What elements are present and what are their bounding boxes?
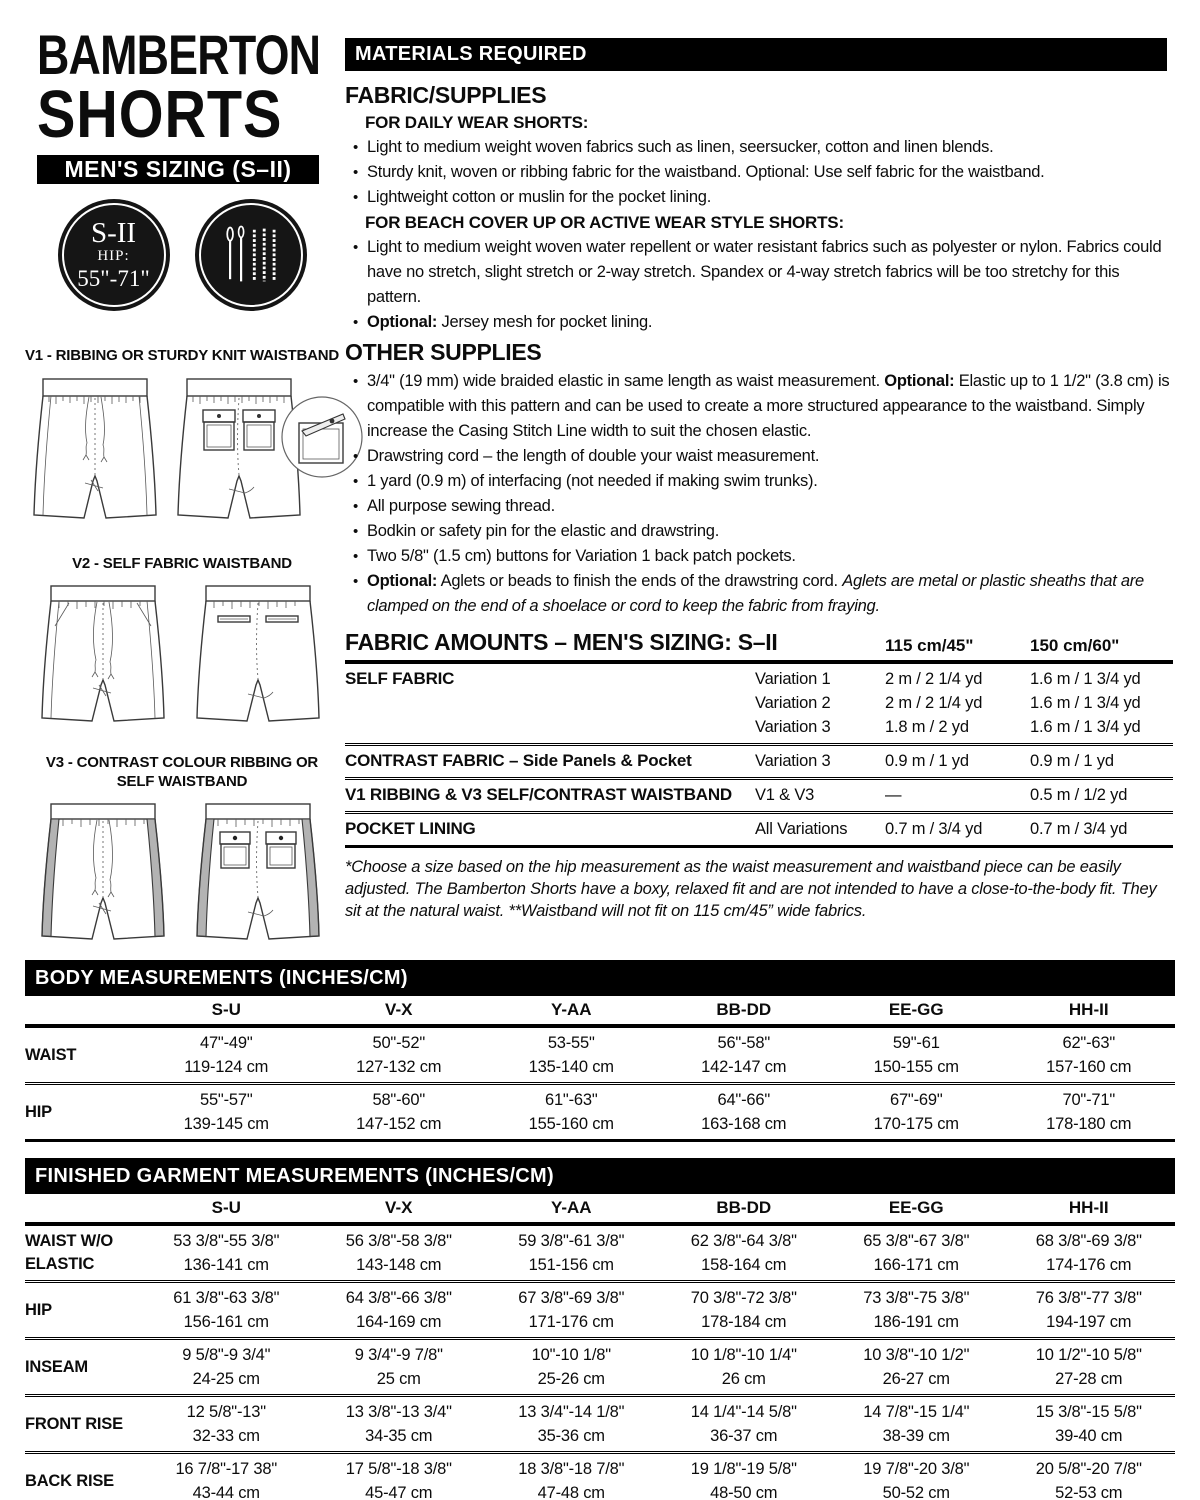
measurement-inches: 50"-52" [372, 1034, 425, 1052]
measurement-cell [485, 1400, 658, 1448]
measurement-inches: 61"-63" [544, 1091, 598, 1109]
measurement-row [25, 1280, 1175, 1337]
bullet-text: Bodkin or safety pin for the elastic and drawstring. [367, 522, 720, 540]
measurement-inches: 16 7/8"-17 38" [175, 1460, 278, 1478]
measurement-cm: 136-141 cm [183, 1256, 269, 1274]
measurement-cell [658, 1286, 831, 1334]
beach-heading: FOR BEACH COVER UP OR ACTIVE WEAR STYLE SHORTS: [365, 213, 844, 232]
fabric-amounts-col-150: 150 cm/60" [1030, 636, 1120, 655]
measurement-cm: 178-180 cm [1046, 1115, 1132, 1133]
size-column-header: Y-AA [550, 1198, 592, 1217]
measurement-inches: 19 7/8"-20 3/8" [863, 1460, 970, 1478]
measurement-row [25, 1394, 1175, 1451]
measurement-cm: 27-28 cm [1055, 1370, 1123, 1388]
fabric-150cm-cell [1030, 817, 1173, 841]
page-title-line1: BAMBERTON [37, 23, 321, 86]
variation1-heading: V1 - RIBBING OR STURDY KNIT WAISTBAND [25, 346, 340, 364]
measurement-inches: 56 3/8"-58 3/8" [345, 1232, 452, 1250]
measurement-cm: 157-160 cm [1046, 1058, 1132, 1076]
measurement-cm: 38-39 cm [882, 1427, 950, 1445]
fabric-variation-cell-line: Variation 1 [755, 670, 831, 688]
measurement-cell [830, 1229, 1003, 1277]
measurement-cell [313, 1088, 486, 1136]
measurement-cell [485, 1343, 658, 1391]
bullet-icon: • [353, 239, 359, 256]
bullet-icon: • [353, 548, 359, 565]
size-column-header: V-X [385, 1198, 413, 1217]
bullet-icon: • [353, 473, 359, 490]
measurement-cm: 52-53 cm [1055, 1484, 1123, 1500]
bullet-item [345, 235, 1175, 310]
measurement-inches: 76 3/8"-77 3/8" [1035, 1289, 1142, 1307]
size-column-header: EE-GG [888, 1000, 944, 1019]
variation2-illustration-icon [32, 580, 332, 730]
measurement-cm: 166-171 cm [873, 1256, 959, 1274]
bullet-text: Optional: Aglets or beads to finish the ends of the drawstring cord. Aglets are metal or plastic sheaths that are clamped on the end of a shoelace or cord to keep the fabric from fraying. [367, 572, 1144, 615]
bullet-icon: • [353, 523, 359, 540]
measurement-cm: 25 cm [376, 1370, 421, 1388]
measurement-cell [1003, 1286, 1176, 1334]
size-column-header: S-U [211, 1198, 241, 1217]
left-column [25, 23, 340, 948]
measurement-row-label: WAIST [25, 1045, 77, 1064]
measurement-inches: 13 3/4"-14 1/8" [518, 1403, 625, 1421]
measurement-cm: 32-33 cm [192, 1427, 260, 1445]
measurement-row [25, 1337, 1175, 1394]
fabric-amounts-header [345, 629, 1173, 664]
measurement-cell [1003, 1343, 1176, 1391]
finished-measurements-bar: FINISHED GARMENT MEASUREMENTS (INCHES/CM) [25, 1158, 1175, 1194]
measurement-row [25, 1082, 1175, 1139]
body-measurements-table [25, 960, 1175, 1142]
measurement-cm: 171-176 cm [528, 1313, 614, 1331]
bullet-text: 1 yard (0.9 m) of interfacing (not needed if making swim trunks). [367, 472, 818, 490]
size-column-header: HH-II [1068, 1198, 1109, 1217]
right-column [345, 82, 1175, 922]
measurement-cell [140, 1400, 313, 1448]
measurement-cm: 119-124 cm [184, 1058, 269, 1076]
measurement-inches: 14 1/4"-14 5/8" [690, 1403, 797, 1421]
measurement-cell [1003, 1031, 1176, 1079]
measurement-inches: 61 3/8"-63 3/8" [173, 1289, 280, 1307]
measurement-inches: 59 3/8"-61 3/8" [518, 1232, 625, 1250]
bullet-text: Drawstring cord – the length of double your waist measurement. [367, 447, 820, 465]
measurement-cell [485, 1229, 658, 1277]
measurement-row-label: WAIST W/O ELASTIC [25, 1232, 114, 1273]
measurement-cell [1003, 1457, 1176, 1500]
bullet-item [345, 369, 1175, 444]
variation3-illustration-icon [32, 798, 332, 948]
fabric-amounts-table [345, 629, 1173, 922]
measurement-cm: 163-168 cm [701, 1115, 787, 1133]
measurement-cell [830, 1088, 1003, 1136]
bullet-item [345, 519, 1175, 544]
fabric-row-label: V1 RIBBING & V3 SELF/CONTRAST WAISTBAND [345, 785, 733, 804]
daily-wear-list [345, 135, 1175, 210]
measurement-inches: 53 3/8"-55 3/8" [173, 1232, 280, 1250]
fabric-150cm-cell-line: 1.6 m / 1 3/4 yd [1030, 694, 1141, 712]
measurement-cell [830, 1457, 1003, 1500]
measurement-cm: 45-47 cm [365, 1484, 433, 1500]
measurement-cell [485, 1457, 658, 1500]
measurement-cell [830, 1031, 1003, 1079]
fabric-150cm-cell [1030, 749, 1173, 773]
fabric-variation-cell [755, 749, 885, 773]
measurement-cm: 26 cm [721, 1370, 766, 1388]
measurement-inches: 47"-49" [199, 1034, 253, 1052]
fabric-variation-cell [755, 783, 885, 807]
measurement-cm: 24-25 cm [192, 1370, 260, 1388]
measurement-inches: 14 7/8"-15 1/4" [863, 1403, 970, 1421]
measurement-cm: 151-156 cm [528, 1256, 614, 1274]
measurement-cm: 36-37 cm [710, 1427, 778, 1445]
size-column-header: S-U [211, 1000, 241, 1019]
measurement-cell [1003, 1229, 1176, 1277]
bullet-text: Two 5/8" (1.5 cm) buttons for Variation 1 back patch pockets. [367, 547, 796, 565]
fabric-variation-cell-line: All Variations [755, 820, 848, 838]
measurement-inches: 68 3/8"-69 3/8" [1035, 1232, 1142, 1250]
measurement-cell [658, 1031, 831, 1079]
measurement-cm: 25-26 cm [537, 1370, 605, 1388]
measurement-row [25, 1226, 1175, 1280]
measurement-cell [658, 1343, 831, 1391]
body-measurements-bar: BODY MEASUREMENTS (INCHES/CM) [25, 960, 1175, 996]
fabric-115cm-cell-line: — [885, 786, 902, 804]
measurement-cell [658, 1457, 831, 1500]
measurement-inches: 55"-57" [199, 1091, 253, 1109]
measurement-row-label: BACK RISE [25, 1471, 114, 1490]
fabric-amounts-col-115: 115 cm/45" [885, 636, 974, 655]
measurement-cm: 39-40 cm [1055, 1427, 1123, 1445]
measurement-inches: 9 3/4"-9 7/8" [354, 1346, 443, 1364]
measurement-cm: 150-155 cm [873, 1058, 959, 1076]
beach-list [345, 235, 1175, 335]
fabric-amounts-row [345, 664, 1173, 743]
size-column-header: EE-GG [888, 1198, 944, 1217]
measurement-inches: 13 3/8"-13 3/4" [345, 1403, 452, 1421]
measurement-row-label: HIP [25, 1102, 52, 1121]
fabric-row-label: CONTRAST FABRIC – Side Panels & Pocket [345, 751, 692, 770]
fabric-amounts-row [345, 777, 1173, 811]
measurement-inches: 65 3/8"-67 3/8" [863, 1232, 970, 1250]
fabric-115cm-cell [885, 817, 1030, 841]
measurement-cell [830, 1286, 1003, 1334]
measurement-cm: 26-27 cm [882, 1370, 950, 1388]
bullet-text: Lightweight cotton or muslin for the pocket lining. [367, 188, 712, 206]
measurement-cm: 170-175 cm [873, 1115, 959, 1133]
measurement-cm: 50-52 cm [882, 1484, 950, 1500]
size-column-header: Y-AA [550, 1000, 592, 1019]
finished-measurements-size-header [25, 1194, 1175, 1226]
measurement-cm: 43-44 cm [192, 1484, 260, 1500]
measurement-cm: 127-132 cm [356, 1058, 442, 1076]
finished-measurements-rows [25, 1226, 1175, 1500]
measurement-cell [313, 1343, 486, 1391]
measurement-inches: 73 3/8"-75 3/8" [863, 1289, 970, 1307]
fabric-150cm-cell [1030, 667, 1173, 739]
measurement-inches: 62 3/8"-64 3/8" [690, 1232, 797, 1250]
fabric-row-label: SELF FABRIC [345, 669, 455, 688]
measurement-cell [313, 1400, 486, 1448]
measurement-inches: 20 5/8"-20 7/8" [1035, 1460, 1142, 1478]
body-measurements-rows [25, 1028, 1175, 1142]
measurement-inches: 12 5/8"-13" [186, 1403, 266, 1421]
bullet-item [345, 469, 1175, 494]
hip-label: HIP: [97, 248, 130, 265]
bullet-item [345, 569, 1175, 619]
bullet-icon: • [353, 164, 359, 181]
bullet-item [345, 160, 1175, 185]
measurement-inches: 58"-60" [372, 1091, 425, 1109]
measurement-inches: 9 5/8"-9 3/4" [182, 1346, 271, 1364]
fabric-amounts-row [345, 811, 1173, 845]
measurement-cm: 178-184 cm [701, 1313, 787, 1331]
measurement-cell [485, 1031, 658, 1079]
fabric-115cm-cell [885, 783, 1030, 807]
materials-required-bar: MATERIALS REQUIRED [345, 38, 1167, 71]
measurement-cell [140, 1286, 313, 1334]
measurement-cm: 139-145 cm [183, 1115, 269, 1133]
measurement-cm: 48-50 cm [710, 1484, 778, 1500]
fabric-variation-cell [755, 817, 885, 841]
sizing-banner: MEN'S SIZING (S–II) [37, 155, 319, 184]
measurement-cell [485, 1088, 658, 1136]
bullet-icon: • [353, 139, 359, 156]
bullet-item [345, 135, 1175, 160]
bullet-text: Light to medium weight woven fabrics such as linen, seersucker, cotton and linen blends. [367, 138, 994, 156]
measurement-cell [1003, 1088, 1176, 1136]
measurement-row-label: FRONT RISE [25, 1414, 123, 1433]
measurement-inches: 10"-10 1/8" [531, 1346, 611, 1364]
measurement-cell [140, 1031, 313, 1079]
bullet-icon: • [353, 448, 359, 465]
measurement-cell [313, 1031, 486, 1079]
bullet-icon: • [353, 314, 359, 331]
measurement-inches: 53-55" [547, 1034, 595, 1052]
fabric-115cm-cell-line: 1.8 m / 2 yd [885, 718, 969, 736]
size-range-label: S-II [90, 217, 137, 250]
measurement-inches: 70 3/8"-72 3/8" [690, 1289, 797, 1307]
size-column-header: V-X [385, 1000, 413, 1019]
bullet-icon: • [353, 189, 359, 206]
measurement-cell [140, 1457, 313, 1500]
fabric-115cm-cell [885, 667, 1030, 739]
bullet-item [345, 494, 1175, 519]
measurement-inches: 10 1/2"-10 5/8" [1035, 1346, 1142, 1364]
fabric-115cm-cell-line: 2 m / 2 1/4 yd [885, 670, 983, 688]
bullet-text: Optional: Jersey mesh for pocket lining. [367, 313, 653, 331]
measurement-cm: 186-191 cm [873, 1313, 959, 1331]
measurement-inches: 64 3/8"-66 3/8" [345, 1289, 452, 1307]
measurement-inches: 62"-63" [1062, 1034, 1115, 1052]
measurement-cm: 164-169 cm [356, 1313, 442, 1331]
fabric-supplies-heading: FABRIC/SUPPLIES [345, 82, 547, 108]
badge-row [25, 199, 339, 311]
fabric-115cm-cell-line: 0.9 m / 1 yd [885, 752, 969, 770]
fabric-amounts-footnote: *Choose a size based on the hip measurement as the waist measurement and waistband piece can be easily adjusted. The Bamberton Shorts have a boxy, relaxed fit and are not intended to have a close-to-the-body fit. They sit at the natural waist. **Waistband will not fit on 115 cm/45” wide fabrics. [345, 858, 1157, 920]
fabric-150cm-cell-line: 0.9 m / 1 yd [1030, 752, 1114, 770]
measurement-cm: 143-148 cm [356, 1256, 442, 1274]
measurement-inches: 17 5/8"-18 3/8" [345, 1460, 452, 1478]
fabric-150cm-cell-line: 1.6 m / 1 3/4 yd [1030, 670, 1141, 688]
bullet-icon: • [353, 573, 359, 590]
bullet-item [345, 444, 1175, 469]
body-measurements-size-header [25, 996, 1175, 1028]
measurement-cm: 135-140 cm [528, 1058, 614, 1076]
fabric-150cm-cell-line: 1.6 m / 1 3/4 yd [1030, 718, 1141, 736]
measurement-row [25, 1028, 1175, 1082]
measurement-cell [1003, 1400, 1176, 1448]
measurement-inches: 18 3/8"-18 7/8" [518, 1460, 625, 1478]
measurement-cell [658, 1229, 831, 1277]
size-column-header: BB-DD [716, 1198, 772, 1217]
fabric-115cm-cell-line: 0.7 m / 3/4 yd [885, 820, 983, 838]
measurement-cm: 155-160 cm [528, 1115, 614, 1133]
measurement-cm: 158-164 cm [701, 1256, 787, 1274]
fabric-variation-cell-line: Variation 3 [755, 752, 831, 770]
variation2-heading: V2 - SELF FABRIC WAISTBAND [72, 555, 292, 573]
daily-wear-heading: FOR DAILY WEAR SHORTS: [365, 113, 589, 132]
variation1-illustration-icon [25, 371, 365, 531]
bullet-item [345, 310, 1175, 335]
measurement-cm: 47-48 cm [537, 1484, 605, 1500]
fabric-variation-cell-line: Variation 2 [755, 694, 831, 712]
size-column-header: HH-II [1068, 1000, 1109, 1019]
measurement-inches: 67 3/8"-69 3/8" [518, 1289, 625, 1307]
measurement-cell [140, 1088, 313, 1136]
measurement-cell [313, 1229, 486, 1277]
fabric-115cm-cell-line: 2 m / 2 1/4 yd [885, 694, 983, 712]
bullet-icon: • [353, 498, 359, 515]
bullet-item [345, 185, 1175, 210]
measurement-row [25, 1451, 1175, 1500]
size-column-header: BB-DD [716, 1000, 772, 1019]
size-range-badge [58, 199, 170, 311]
measurement-cm: 174-176 cm [1046, 1256, 1132, 1274]
bullet-text: Light to medium weight woven water repellent or water resistant fabrics such as polyester or nylon. Fabrics could have no stretch, slight stretch or 2-way stretch. Spandex or 4-way stretch fabrics will be too stretchy for this pattern. [367, 238, 1162, 306]
other-supplies-list [345, 369, 1175, 619]
measurement-inches: 56"-58" [717, 1034, 770, 1052]
bullet-text: Sturdy knit, woven or ribbing fabric for the waistband. Optional: Use self fabric for the waistband. [367, 163, 1045, 181]
page-title-line2: SHORTS [37, 76, 283, 152]
measurement-inches: 10 3/8"-10 1/2" [863, 1346, 970, 1364]
measurement-cm: 156-161 cm [183, 1313, 269, 1331]
fabric-115cm-cell [885, 749, 1030, 773]
measurement-cell [830, 1343, 1003, 1391]
measurement-cm: 35-36 cm [537, 1427, 605, 1445]
measurement-cell [830, 1400, 1003, 1448]
measurement-cell [658, 1400, 831, 1448]
measurement-cm: 147-152 cm [356, 1115, 442, 1133]
measurement-cell [140, 1343, 313, 1391]
other-supplies-heading: OTHER SUPPLIES [345, 339, 542, 365]
measurement-cm: 194-197 cm [1046, 1313, 1132, 1331]
bullet-text: 3/4" (19 mm) wide braided elastic in same length as waist measurement. Optional: Elastic up to 1 1/2" (3.8 cm) is compatible with this pattern and can be used to create a more structured appearance to the waistband. Simply increase the Casing Stitch Line width to suit the chosen elastic. [367, 372, 1170, 440]
fabric-amounts-row [345, 743, 1173, 777]
measurement-cm: 34-35 cm [365, 1427, 433, 1445]
bullet-item [345, 544, 1175, 569]
measurement-inches: 64"-66" [717, 1091, 770, 1109]
measurement-cm: 142-147 cm [701, 1058, 787, 1076]
measurement-cell [658, 1088, 831, 1136]
measurement-inches: 19 1/8"-19 5/8" [690, 1460, 797, 1478]
fabric-amounts-title: FABRIC AMOUNTS – MEN'S SIZING: S–II [345, 629, 778, 655]
bullet-icon: • [353, 373, 359, 390]
fabric-150cm-cell-line: 0.7 m / 3/4 yd [1030, 820, 1128, 838]
finished-measurements-table [25, 1158, 1175, 1500]
measurement-inches: 10 1/8"-10 1/4" [690, 1346, 797, 1364]
hip-range-label: 55"-71" [77, 265, 150, 291]
measurement-inches: 59"-61 [892, 1034, 940, 1052]
bullet-text: All purpose sewing thread. [367, 497, 555, 515]
fabric-variation-cell [755, 667, 885, 739]
needles-icon [218, 222, 284, 288]
fabric-150cm-cell [1030, 783, 1173, 807]
fabric-variation-cell-line: V1 & V3 [755, 786, 815, 804]
measurement-inches: 70"-71" [1062, 1091, 1115, 1109]
measurement-row-label: HIP [25, 1300, 52, 1319]
fabric-variation-cell-line: Variation 3 [755, 718, 831, 736]
fabric-row-label: POCKET LINING [345, 819, 476, 838]
fabric-amounts-rows [345, 664, 1173, 848]
measurement-cell [140, 1229, 313, 1277]
measurement-inches: 67"-69" [889, 1091, 943, 1109]
measurement-cell [485, 1286, 658, 1334]
measurement-cell [313, 1457, 486, 1500]
measurement-row-label: INSEAM [25, 1357, 88, 1376]
variation3-heading: V3 - CONTRAST COLOUR RIBBING OR SELF WAISTBAND [45, 754, 319, 790]
needles-badge [195, 199, 307, 311]
measurement-inches: 15 3/8"-15 5/8" [1035, 1403, 1142, 1421]
measurement-cell [313, 1286, 486, 1334]
fabric-150cm-cell-line: 0.5 m / 1/2 yd [1030, 786, 1128, 804]
